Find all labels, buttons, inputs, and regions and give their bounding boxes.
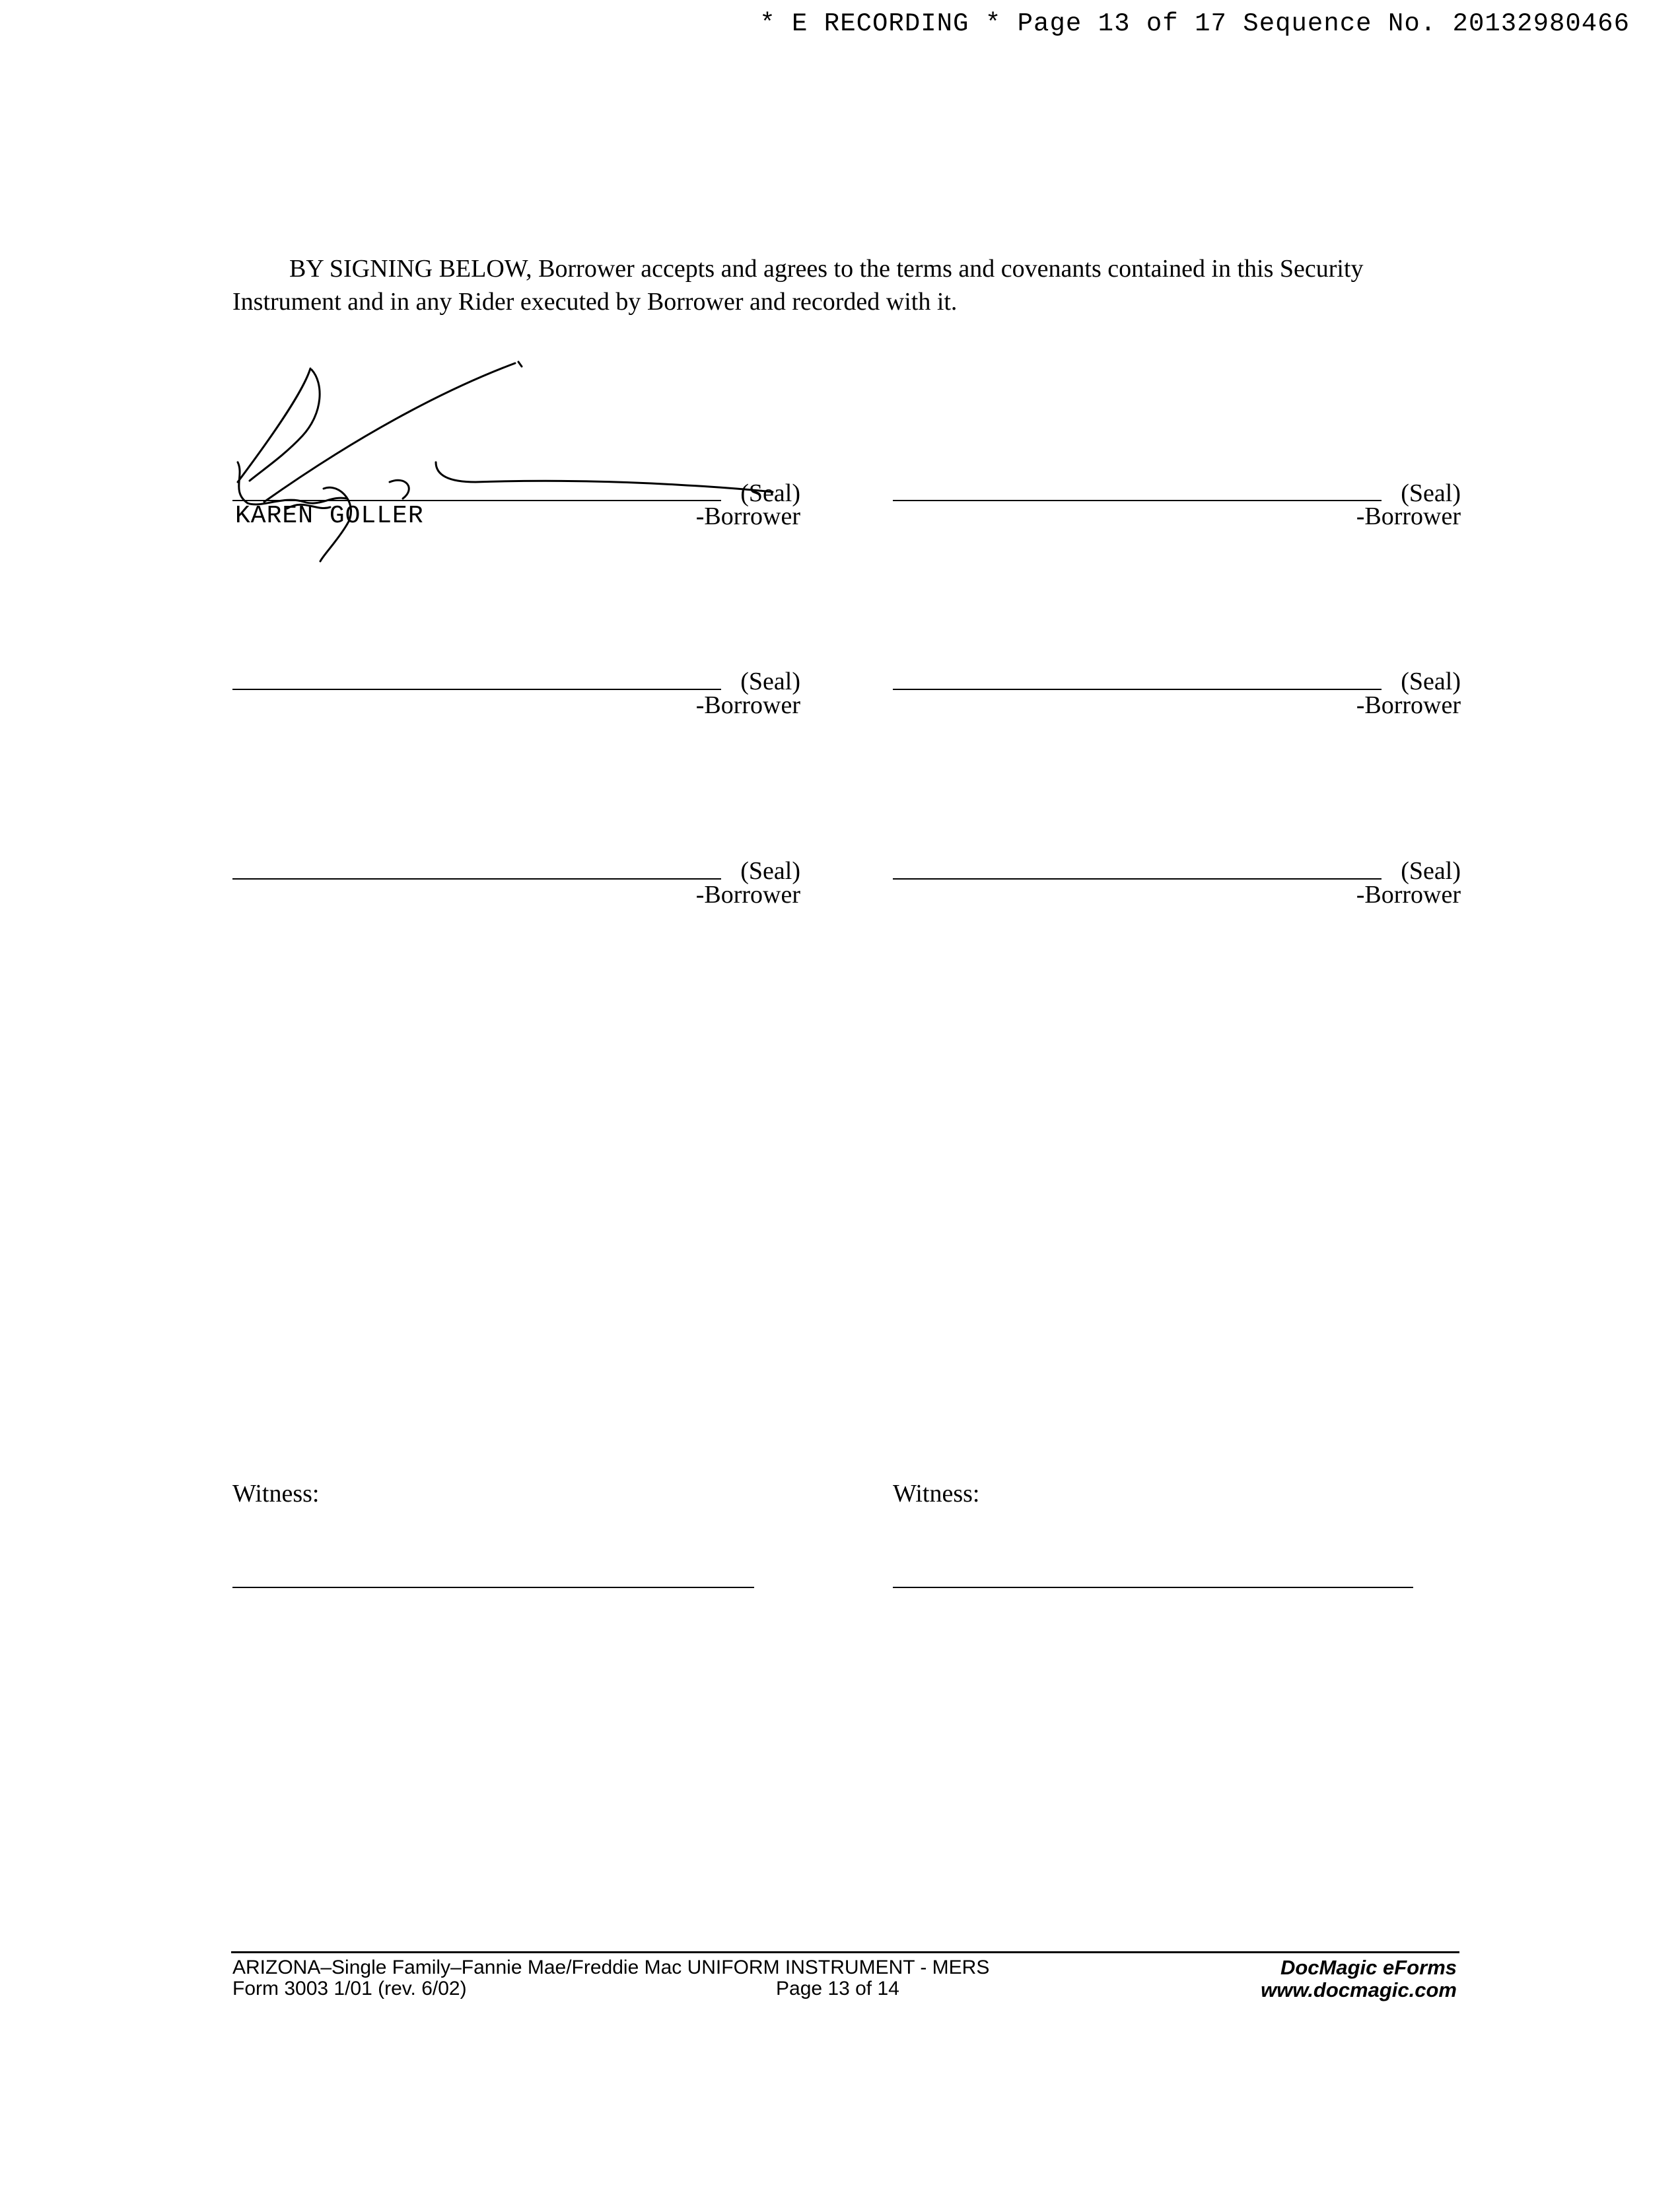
footer-divider bbox=[231, 1951, 1459, 1953]
page-number: Page 13 of 14 bbox=[776, 1978, 899, 1999]
recording-header: * E RECORDING * Page 13 of 17 Sequence No. 20132980466 bbox=[759, 9, 1630, 38]
form-title: ARIZONA–Single Family–Fannie Mae/Freddie Mac UNIFORM INSTRUMENT - MERS bbox=[232, 1957, 990, 1978]
borrower-signature-line-5 bbox=[232, 878, 721, 880]
seal-label-6: (Seal) bbox=[1401, 857, 1461, 885]
seal-label-3: (Seal) bbox=[740, 668, 800, 695]
borrower-signature-line-6 bbox=[893, 878, 1382, 880]
form-number: Form 3003 1/01 (rev. 6/02) bbox=[232, 1978, 467, 1999]
borrower-role-2: -Borrower bbox=[1356, 503, 1461, 530]
seal-label-4: (Seal) bbox=[1401, 668, 1461, 695]
borrower-signature-line-2 bbox=[893, 500, 1382, 501]
borrower-role-3: -Borrower bbox=[695, 691, 800, 719]
borrower-name-1: KAREN GOLLER bbox=[235, 502, 424, 530]
signing-statement-text: BY SIGNING BELOW, Borrower accepts and agrees to the terms and covenants contained in this Security Instrument and in any Rider executed by Borrower and recorded with it. bbox=[232, 255, 1364, 316]
borrower-signature-line-3 bbox=[232, 689, 721, 690]
borrower-role-4: -Borrower bbox=[1356, 691, 1461, 719]
seal-label-2: (Seal) bbox=[1401, 479, 1461, 507]
borrower-signature-line-1 bbox=[232, 500, 721, 501]
handwritten-signature bbox=[225, 350, 819, 568]
borrower-role-5: -Borrower bbox=[695, 881, 800, 909]
signing-statement bbox=[232, 252, 1461, 318]
seal-label-5: (Seal) bbox=[740, 857, 800, 885]
witness-signature-line-left bbox=[232, 1587, 754, 1588]
seal-label-1: (Seal) bbox=[740, 479, 800, 507]
witness-label-right: Witness: bbox=[893, 1480, 980, 1508]
witness-signature-line-right bbox=[893, 1587, 1413, 1588]
borrower-signature-line-4 bbox=[893, 689, 1382, 690]
borrower-role-6: -Borrower bbox=[1356, 881, 1461, 909]
witness-label-left: Witness: bbox=[232, 1480, 320, 1508]
borrower-role-1: -Borrower bbox=[695, 503, 800, 530]
brand-logo: DocMagic eForms bbox=[1280, 1956, 1457, 1979]
brand-url: www.docmagic.com bbox=[1261, 1978, 1457, 2001]
